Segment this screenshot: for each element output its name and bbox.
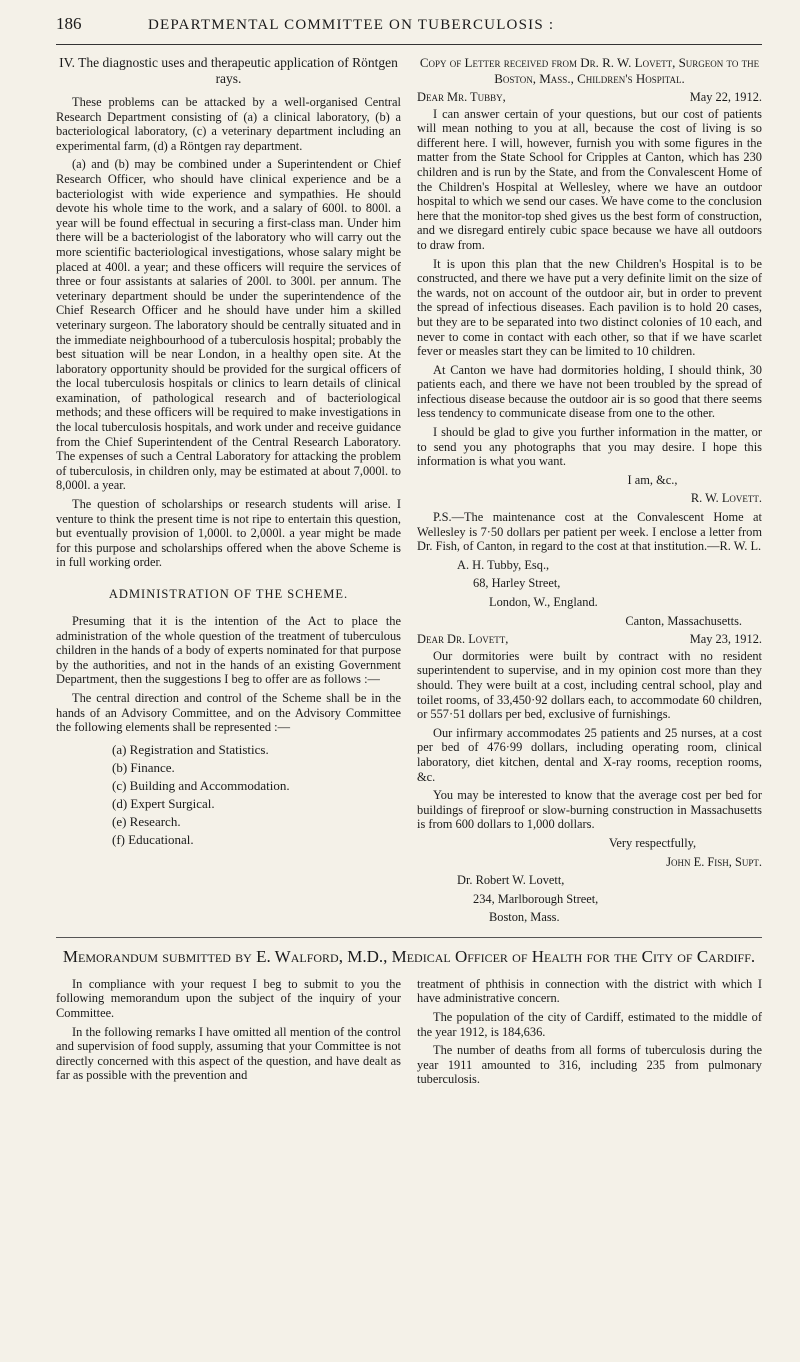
right-column (417, 55, 762, 929)
paragraph: At Canton we have had dormitories holding, I should think, 30 patients each, and there we have not been troubled by the spread of infectious disease because the outdoor air is so good that there seems less tendency to communicate disease from one to the other. (417, 362, 762, 421)
salutation: Dear Dr. Lovett, (417, 632, 509, 647)
letter-date: May 23, 1912. (689, 632, 762, 647)
address-line: 68, Harley Street, (473, 576, 561, 591)
signature: John E. Fish, Supt. (666, 854, 762, 869)
postscript: P.S.—The maintenance cost at the Convalescent Home at Wellesley is 7·50 dollars per patient per week. I enclose a letter from Dr. Fish, of Canton, in regard to the cost at that institution.—R. W. L. (417, 510, 762, 554)
paragraph: You may be interested to know that the average cost per bed for buildings of fireproof or slow-burning construction in Massachusetts is from 600 dollars to 1,000 dollars. (417, 788, 762, 832)
list-item: (b) Finance. (112, 759, 175, 775)
paragraph: Our infirmary accommodates 25 patients and 25 nurses, at a cost per bed of 476·99 dollars, including operating room, clinical laboratory, diet kitchen, dental and X-ray rooms, reception rooms, &c. (417, 725, 762, 784)
list-item: (d) Expert Surgical. (112, 795, 215, 811)
address-line: Dr. Robert W. Lovett, (457, 873, 565, 888)
paragraph: I should be glad to give you further information in the matter, or to send you any photographs that you may desire. I hope this information is what you want. (417, 425, 762, 469)
paragraph: Our dormitories were built by contract with no resident superintendent to supervise, and in my opinion cost more than they should. They were built at a cost, including central school, play and toilet rooms, of 33,450·92 dollars each, to accommodate 60 children, or 557·51 dollars per bed, exclusive of furnishings. (417, 648, 762, 722)
header-rule (56, 44, 762, 45)
address-line: London, W., England. (489, 595, 598, 609)
salutation-row (417, 90, 762, 105)
running-head: DEPARTMENTAL COMMITTEE ON TUBERCULOSIS : (148, 17, 555, 33)
salutation-row (417, 632, 762, 647)
list-item: (c) Building and Accommodation. (112, 777, 290, 793)
list-item: (f) Educational. (112, 831, 194, 847)
paragraph: It is upon this plan that the new Children's Hospital is to be constructed, and there we have put a very definite limit on the size of the wards, not on account of the outdoor air, but in order to prevent the spread of infectious diseases. Each pavilion is to hold 20 cases, but they are to be separated into two distinct colonies of 10 each, and never to come in contact with each other, so that if we have scarlet fever or measles start they can be limited to 10 children. (417, 256, 762, 359)
signoff: I am, &c., (627, 472, 678, 487)
memorandum-title: Memorandum submitted by E. Walford, M.D., Medical Officer of Health for the City of Cardiff. (62, 946, 756, 966)
list-item: (e) Research. (112, 813, 181, 829)
administration-heading: ADMINISTRATION OF THE SCHEME. (108, 587, 349, 601)
salutation: Dear Mr. Tubby, (417, 90, 506, 104)
list-item: (a) Registration and Statistics. (112, 741, 269, 757)
address-line: 234, Marlborough Street, (473, 891, 599, 906)
address-line: Boston, Mass. (489, 910, 560, 925)
signature: R. W. Lovett. (690, 491, 762, 506)
paragraph: Presuming that it is the intention of the Act to place the administration of the whole question of the treatment of tuberculous children in the hands of a body of experts nominated for that purpose by the authorities, and not in the hands of an existing Government Department, then the suggestions I beg to offer are as follows :— (56, 614, 401, 687)
paragraph: (a) and (b) may be combined under a Superintendent or Chief Research Officer, who should have clinical experience and be a bacteriologist with wide experience and sympathies. He should devote his whole time to the work, and a salary of 600l. to 800l. a year will be found effectual in securing a first-class man. Under him there will be a bacteriologist of the laboratory who will carry out the more scientific bacteriological investigations, whose salary might be placed at 400l. a year; and these officers will require the services of three or four assistants at salaries of 200l. to 300l. per annum. The veterinary department should be under the superintendence of the Chief Research Officer and he should have under him a skilled veterinary surgeon. The laboratory should be centrally situated and in the immediate neighbourhood of a tuberculosis hospital; probably the best situation will be near London, in a healthy open site. At the laboratory opportunity should be provided for the surgical officers of the local tuberculosis hospitals or clinics to learn details of clinical examination, of pathological research and of bacteriological methods; and these officers will be required to make investigations in the local tuberculosis hospitals, and work under and receive guidance from the Chief Superintendent of the Central Research Laboratory. The expenses of such a Central Laboratory for attacking the problem of tuberculosis, in children only, may be estimated at about 7,000l. to 8,000l. a year. (56, 157, 401, 493)
page-number: 186 (56, 14, 82, 33)
paragraph: These problems can be attacked by a well-organised Central Research Department consisting of (a) a clinical laboratory, (b) a bacteriological laboratory, (c) a veterinary department including an experimental farm, (d) a Röntgen ray department. (56, 95, 401, 153)
paragraph: In compliance with your request I beg to submit to you the following memorandum upon the subject of the inquiry of your Committee. (56, 976, 401, 1021)
place-line: Canton, Massachusetts. (625, 613, 742, 628)
committee-elements-list (112, 741, 401, 849)
paragraph: treatment of phthisis in connection with the district with which I have administrative concern. (417, 976, 762, 1006)
letter-heading: Copy of Letter received from Dr. R. W. Lovett, Surgeon to the Boston, Mass., Children's Hospital. (419, 55, 760, 86)
lower-columns (56, 977, 762, 1091)
memo-left-column (56, 977, 401, 1091)
paragraph: The central direction and control of the Scheme shall be in the hands of an Advisory Committee, and on the Advisory Committee the following elements shall be represented :— (56, 690, 401, 735)
signoff: Very respectfully, (608, 835, 697, 850)
section-rule (56, 937, 762, 938)
page-header (56, 14, 762, 38)
paragraph: The question of scholarships or research students will arise. I venture to think the present time is not ripe to entertain this question, but eventually provision of 1,000l. to 2,000l. a year might be made for this purpose and scholarships offered when the above Scheme is in full working order. (56, 497, 401, 570)
paragraph: The number of deaths from all forms of tuberculosis during the year 1911 amounted to 316, including 235 from pulmonary tuberculosis. (417, 1043, 762, 1087)
paragraph: The population of the city of Cardiff, estimated to the middle of the year 1912, is 184,636. (417, 1010, 762, 1039)
paragraph: I can answer certain of your questions, but our cost of patients will mean nothing to you at all, because the cost of living is so different here. I will, however, furnish you with some figures in the matter from the State School for Cripples at Canton, which has 230 children and is run by the State, and from the Convalescent Home of the Children's Hospital at Wellesley, where we have an outdoor hospital to which we send our cases. We have come to the conclusion here that the monitor-top shed gives us the best form of construction, and we disregard entirely cubic space because we have all outdoors to draw from. (417, 106, 762, 252)
address-line: A. H. Tubby, Esq., (457, 557, 550, 572)
upper-columns (56, 55, 762, 929)
left-column (56, 55, 401, 929)
paragraph: In the following remarks I have omitted all mention of the control and supervision of food supply, assuming that your Committee is not directly concerned with this aspect of the question, and have dealt as far as possible with the prevention and (56, 1024, 401, 1083)
memo-right-column (417, 977, 762, 1091)
letter-date: May 22, 1912. (689, 90, 762, 104)
section-title: IV. The diagnostic uses and therapeutic application of Röntgen rays. (59, 55, 398, 86)
